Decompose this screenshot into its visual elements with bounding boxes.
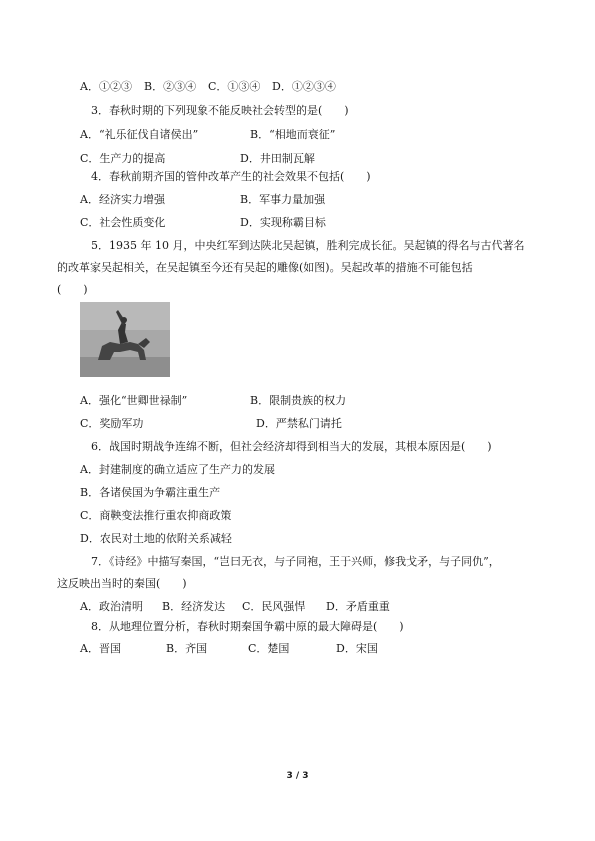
q5-stem-line-3: ( ): [57, 283, 88, 296]
q5-stem-line-1: 5．1935 年 10 月，中央红军到达陕北吴起镇，胜利完成长征。吴起镇的得名与古代著名: [91, 239, 525, 252]
q8-stem: 8．从地理位置分析，春秋时期秦国争霸中原的最大障碍是( ): [91, 620, 404, 633]
q6-option-b: B．各诸侯国为争霸注重生产: [80, 486, 221, 499]
q7-stem-line-1: 7．《诗经》中描写秦国，“岂曰无衣，与子同袍，王于兴师，修我戈矛，与子同仇”，: [91, 555, 500, 568]
q2-option-a: A．①②③: [80, 80, 132, 93]
q3-option-a: A．“礼乐征伐自诸侯出”: [80, 128, 199, 141]
wu-qi-statue-image: [80, 302, 170, 377]
statue-illustration: [80, 302, 170, 377]
q3-option-b: B．“相地而衰征”: [250, 128, 336, 141]
q5-option-d: D．严禁私门请托: [256, 417, 342, 430]
q2-option-c: C．①③④: [208, 80, 261, 93]
q8-option-b: B．齐国: [166, 642, 208, 655]
q5-option-a: A．强化“世卿世禄制”: [80, 394, 188, 407]
q7-option-b: B．经济发达: [162, 600, 226, 613]
q6-option-a: A．封建制度的确立适应了生产力的发展: [80, 463, 275, 476]
q7-option-d: D．矛盾重重: [326, 600, 390, 613]
q2-option-b: B．②③④: [144, 80, 197, 93]
q7-option-a: A．政治清明: [80, 600, 143, 613]
q5-option-b: B．限制贵族的权力: [250, 394, 347, 407]
q4-option-c: C．社会性质变化: [80, 216, 166, 229]
q8-option-a: A．晋国: [80, 642, 121, 655]
q3-stem: 3．春秋时期的下列现象不能反映社会转型的是( ): [91, 104, 349, 117]
q7-option-c: C．民风强悍: [242, 600, 306, 613]
q4-option-d: D．实现称霸目标: [240, 216, 326, 229]
q3-option-c: C．生产力的提高: [80, 152, 166, 165]
q4-stem: 4．春秋前期齐国的管仲改革产生的社会效果不包括( ): [91, 170, 371, 183]
q4-option-a: A．经济实力增强: [80, 193, 165, 206]
q6-stem: 6．战国时期战争连绵不断，但社会经济却得到相当大的发展，其根本原因是( ): [91, 440, 492, 453]
q3-option-d: D．井田制瓦解: [240, 152, 315, 165]
q6-option-d: D．农民对土地的依附关系减轻: [80, 532, 232, 545]
q5-option-c: C．奖励军功: [80, 417, 144, 430]
q8-option-c: C．楚国: [248, 642, 290, 655]
q6-option-c: C．商鞅变法推行重农抑商政策: [80, 509, 232, 522]
q7-stem-line-2: 这反映出当时的秦国( ): [57, 577, 187, 590]
q8-option-d: D．宋国: [336, 642, 378, 655]
q5-stem-line-2: 的改革家吴起相关，在吴起镇至今还有吴起的雕像(如图)。吴起改革的措施不可能包括: [57, 261, 473, 274]
page-number: 3 / 3: [286, 771, 309, 781]
q4-option-b: B．军事力量加强: [240, 193, 326, 206]
q2-option-d: D．①②③④: [272, 80, 336, 93]
